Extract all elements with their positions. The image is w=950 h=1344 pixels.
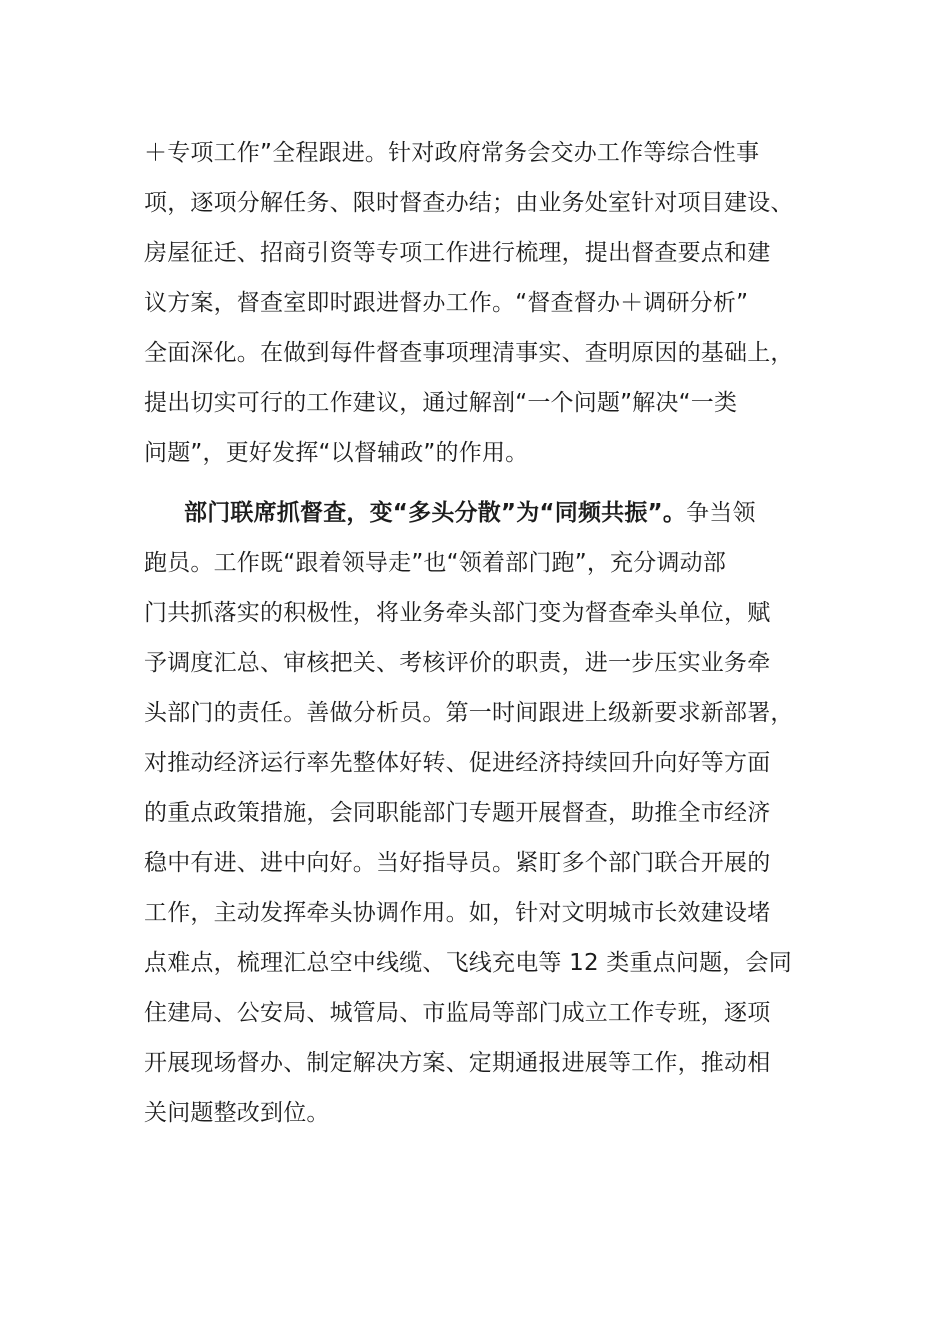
text-line: 予调度汇总、审核把关、考核评价的职责，进一步压实业务牵	[144, 650, 771, 676]
text-line: 开展现场督办、制定解决方案、定期通报进展等工作，推动相	[144, 1050, 771, 1076]
text-line: 稳中有进、进中向好。当好指导员。紧盯多个部门联合开展的	[144, 850, 771, 876]
paragraph-2	[144, 488, 814, 1138]
text-line: 头部门的责任。善做分析员。第一时间跟进上级新要求新部署，	[144, 700, 794, 726]
text-line: 议方案，督查室即时跟进督办工作。“督查督办＋调研分析”	[144, 290, 749, 316]
text-line: 住建局、公安局、城管局、市监局等部门成立工作专班，逐项	[144, 1000, 771, 1026]
text-line: 房屋征迁、招商引资等专项工作进行梳理，提出督查要点和建	[144, 240, 771, 266]
text-line: 提出切实可行的工作建议，通过解剖“一个问题”解决“一类	[144, 390, 738, 416]
text-line: 点难点，梳理汇总空中线缆、飞线充电等 12 类重点问题，会同	[144, 950, 792, 976]
paragraph-heading: 部门联席抓督查，变“多头分散”为“同频共振”。	[184, 500, 687, 526]
text-line: 项，逐项分解任务、限时督查办结；由业务处室针对项目建设、	[144, 190, 794, 216]
text-line: 关问题整改到位。	[144, 1100, 330, 1126]
text-fragment: 争当领	[686, 500, 756, 526]
text-line: 对推动经济运行率先整体好转、促进经济持续回升向好等方面	[144, 750, 771, 776]
paragraph-1	[144, 128, 814, 478]
text-line: 的重点政策措施，会同职能部门专题开展督查，助推全市经济	[144, 800, 771, 826]
paragraph-first-line	[144, 488, 814, 538]
text-line: ＋专项工作”全程跟进。针对政府常务会交办工作等综合性事	[144, 140, 760, 166]
text-line: 全面深化。在做到每件督查事项理清事实、查明原因的基础上，	[144, 340, 794, 366]
text-line: 门共抓落实的积极性，将业务牵头部门变为督查牵头单位，赋	[144, 600, 771, 626]
text-line: 跑员。工作既“跟着领导走”也“领着部门跑”，充分调动部	[144, 550, 727, 576]
text-line: 工作，主动发挥牵头协调作用。如，针对文明城市长效建设堵	[144, 900, 771, 926]
text-line: 问题”，更好发挥“以督辅政”的作用。	[144, 440, 529, 466]
